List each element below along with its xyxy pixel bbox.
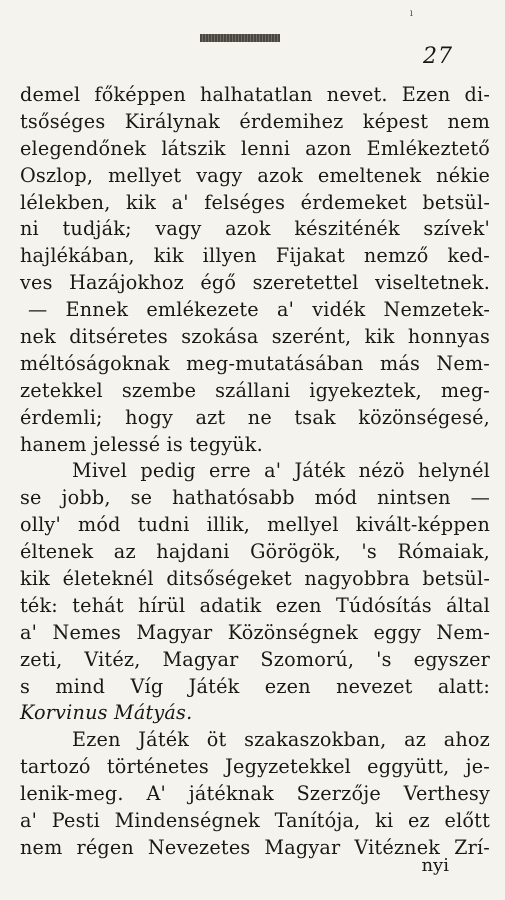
text-line: Ezen Játék öt szakaszokban, az ahoz: [72, 728, 490, 752]
text-line: tsőséges Királynak érdemihez képest nem: [20, 109, 490, 133]
text-line: nem régen Nevezetes Magyar Vitéznek Zrí-: [20, 835, 490, 859]
text-line: olly' mód tudni illik, mellyel kivált-képpen: [20, 513, 490, 537]
header-ornament: [200, 34, 280, 42]
text-line-title: Korvinus Mátyás.: [20, 701, 193, 725]
page-number: 27: [423, 44, 453, 69]
text-line: — Ennek emlékezete a' vidék Nemzetek-: [28, 298, 490, 322]
text-line: tartozó történetes Jegyzetekkel eggyütt, je-: [20, 755, 490, 779]
text-line: méltóságoknak meg-mutatásában más Nem-: [20, 351, 490, 375]
text-line: ves Hazájokhoz égő szeretettel viseltetnek.: [20, 271, 490, 295]
text-line: nek ditséretes szokása szerént, kik honnyas: [20, 325, 490, 349]
text-line: zetekkel szembe szállani igyekeztek, meg-: [20, 378, 490, 402]
text-line: Mivel pedig erre a' Játék nézö helynél: [72, 459, 490, 483]
text-line: a' Nemes Magyar Közönségnek eggy Nem-: [20, 620, 490, 644]
text-line: demel főképpen halhatatlan nevet. Ezen di-: [20, 83, 490, 106]
text-line: lélekben, kik a' felséges érdemeket betsül-: [20, 190, 490, 214]
text-line: érdemli; hogy azt ne tsak közönségesé,: [20, 405, 490, 429]
text-line: Oszlop, mellyet vagy azok emeltenek nékie: [20, 163, 490, 187]
text-line: se jobb, se hathatósabb mód nintsen —: [20, 486, 490, 510]
body-text: [20, 82, 490, 862]
text-line: ték: tehát hírül adatik ezen Túdósítás által: [20, 593, 490, 617]
text-line: hajlékában, kik illyen Fijakat nemző ked-: [20, 244, 490, 268]
text-line: zeti, Vitéz, Magyar Szomorú, 's egyszer: [20, 647, 490, 671]
text-line: lenik-meg. A' játéknak Szerzője Verthesy: [20, 782, 490, 806]
text-line: hanem jelessé is tegyük.: [20, 432, 263, 456]
catchword: nyi: [421, 855, 449, 876]
text-line: kik életeknél ditsőségeket nagyobbra betsül-: [20, 567, 490, 591]
text-line: a' Pesti Mindenségnek Tanítója, ki ez előtt: [20, 809, 490, 833]
margin-tick-mark: ı: [409, 8, 413, 19]
text-line: s mind Víg Játék ezen nevezet alatt:: [20, 674, 490, 698]
text-line: éltenek az hajdani Görögök, 's Rómaiak,: [20, 540, 490, 564]
text-line: ni tudják; vagy azok késziténék szívek': [20, 217, 490, 241]
text-line: elegendőnek látszik lenni azon Emlékeztető: [20, 136, 490, 160]
